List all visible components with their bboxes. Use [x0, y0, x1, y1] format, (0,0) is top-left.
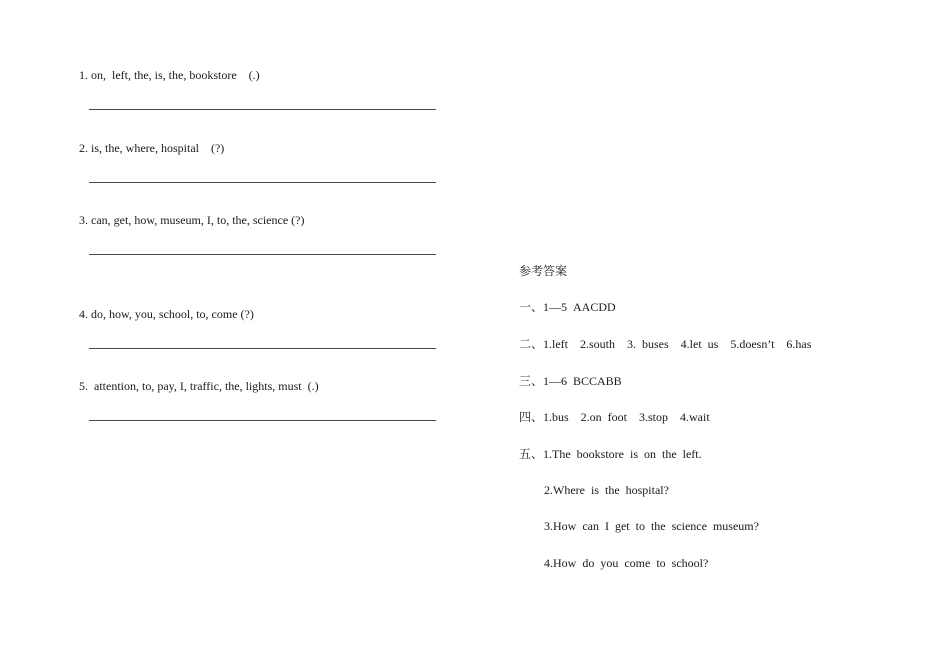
answer-row-4: 四、1.bus 2.on foot 3.stop 4.wait [519, 410, 710, 424]
answer-subrow-4: 4.How do you come to school? [544, 556, 709, 570]
answer-subrow-3: 3.How can I get to the science museum? [544, 519, 759, 533]
question-5: 5. attention, to, pay, I, traffic, the, lights, must (.) [79, 379, 319, 393]
answer-row-3: 三、1—6 BCCABB [519, 374, 622, 388]
answer-row-5: 五、1.The bookstore is on the left. [519, 447, 702, 461]
answer-key-title: 参考答案 [519, 264, 568, 278]
answer-line-1 [89, 109, 436, 110]
answer-row-2: 二、1.left 2.south 3. buses 4.let us 5.doesn’t 6.has [519, 337, 812, 351]
answer-line-3 [89, 254, 436, 255]
question-2: 2. is, the, where, hospital (?) [79, 141, 225, 155]
answer-subrow-2: 2.Where is the hospital? [544, 483, 669, 497]
answer-line-4 [89, 348, 436, 349]
question-4: 4. do, how, you, school, to, come (?) [79, 307, 254, 321]
answer-row-1: 一、1—5 AACDD [519, 300, 616, 314]
question-1: 1. on, left, the, is, the, bookstore (.) [79, 68, 260, 82]
answer-line-5 [89, 420, 436, 421]
question-3: 3. can, get, how, museum, I, to, the, science (?) [79, 213, 305, 227]
answer-line-2 [89, 182, 436, 183]
